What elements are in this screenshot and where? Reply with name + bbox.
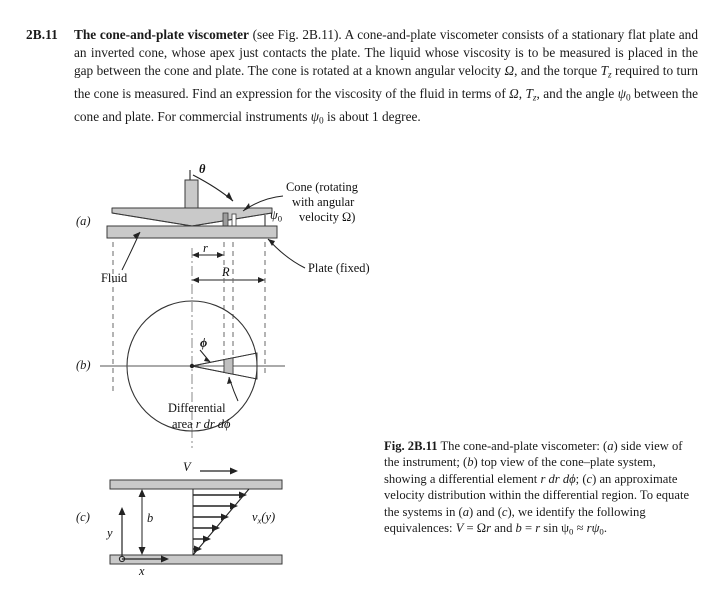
panel-a-label: (a)	[76, 214, 91, 228]
cone-callout-line-2: with angular	[292, 195, 355, 209]
vx-subscript: x	[257, 515, 262, 526]
caption-eq-r2: r	[535, 521, 541, 536]
figure-caption	[384, 438, 698, 540]
b-label: b	[147, 511, 154, 525]
torque-symbol-2: T	[525, 86, 533, 102]
r-arrow-left	[192, 252, 199, 258]
theta-label: θ	[199, 162, 206, 176]
torque-subscript-2: z	[532, 93, 537, 104]
caption-text-4: ; (	[575, 471, 587, 486]
caption-eq-part-2: and	[491, 521, 516, 536]
gap-element-inner	[223, 213, 228, 226]
caption-math-1: r dr dϕ	[540, 471, 576, 486]
problem-text-part-5: , and the angle	[536, 86, 618, 102]
caption-eq-part-3: =	[521, 521, 536, 536]
r-label: r	[203, 241, 208, 255]
x-label: x	[139, 564, 145, 578]
problem-statement	[26, 26, 698, 131]
gap-element-outer	[232, 214, 236, 226]
differential-area-arrow	[227, 377, 232, 384]
psi-symbol-1: ψ	[617, 86, 626, 102]
problem-text-part-3: required to turn the cone is measured. Find an expression for the viscosity of the fluid in terms of	[74, 63, 698, 102]
fluid-label: Fluid	[101, 271, 128, 285]
caption-text-6: ) and (	[469, 504, 502, 519]
caption-text-5: ) an approximate velocity distribution within the differential region. To equate the systems in (	[384, 471, 690, 519]
torque-subscript-1: z	[607, 71, 612, 81]
psi-subscript-2: 0	[318, 116, 324, 127]
problem-text-part-4: ,	[518, 86, 526, 102]
differential-area-element	[224, 358, 233, 374]
problem-text-part-7: is about 1 degree.	[323, 109, 421, 124]
caption-text-3: ) top view of the cone–plate system, showing a differential element	[384, 455, 656, 486]
r-arrow-right	[217, 252, 224, 258]
R-arrow-left	[192, 277, 199, 283]
cone-shaft	[185, 180, 198, 212]
diff-area-math: r dr dϕ	[195, 417, 231, 431]
problem-text	[74, 26, 698, 131]
vx-argument: (y)	[261, 510, 276, 524]
diff-area-prefix: area	[172, 417, 196, 431]
R-arrow-right	[258, 277, 265, 283]
y-label: y	[107, 526, 113, 540]
problem-text-part-6: between the cone and plate. For commercial instruments	[74, 86, 698, 124]
caption-eq-sub-2: 0	[599, 526, 604, 537]
caption-ref-c2: c	[501, 504, 508, 519]
problem-text-part-1: (see Fig. 2B.11). A cone-and-plate viscometer consists of a stationary flat plate and an inverted cone, whose apex just contacts the plate. The liquid whose viscosity is to be measured is placed in the gap between the cone and plate. The cone is rotated at a known angular velocity	[74, 27, 698, 79]
psi0-subscript: 0	[277, 213, 283, 224]
figure-drawing	[0, 158, 400, 610]
theta-arrow-head	[226, 192, 233, 201]
problem-title: The cone-and-plate viscometer	[74, 27, 249, 42]
fixed-plate	[107, 226, 277, 238]
omega-symbol-1: Ω	[504, 63, 515, 79]
differential-area-line-2	[172, 417, 230, 431]
couette-top-plate	[110, 480, 282, 489]
cone-callout-line-1: Cone (rotating	[286, 180, 358, 194]
caption-ref-a: a	[607, 439, 614, 453]
panel-c-label: (c)	[76, 510, 90, 524]
y-axis-arrow	[119, 507, 126, 515]
psi-subscript-1: 0	[625, 93, 631, 104]
caption-text-7: ), we identify the following equivalences:	[384, 504, 646, 536]
V-label: V	[183, 460, 191, 474]
caption-ref-c: c	[586, 471, 593, 486]
psi0-symbol: ψ	[270, 208, 278, 222]
caption-text-2: ) side view of the instrument; (	[384, 439, 683, 470]
caption-eq-sub-1: 0	[569, 526, 574, 537]
panel-b-label: (b)	[76, 358, 91, 372]
problem-number: 2B.11	[26, 27, 58, 42]
caption-eq-psi: ψ	[591, 521, 600, 536]
R-label: R	[222, 265, 230, 279]
circle-center-point	[190, 364, 194, 368]
caption-text-1: The cone-and-plate viscometer: (	[437, 439, 608, 453]
caption-eq-part-4: sin ψ	[540, 521, 570, 536]
torque-symbol-1: T	[600, 63, 608, 79]
problem-text-part-2: , and the torque	[514, 63, 601, 79]
caption-ref-b: b	[467, 455, 474, 470]
b-arrow-top	[139, 489, 146, 497]
V-arrow-head	[230, 468, 238, 475]
caption-eq-part-5: ≈	[573, 521, 587, 536]
vx-symbol: v	[252, 510, 258, 524]
caption-eq-part-1: = Ω	[463, 521, 487, 536]
caption-eq-end: .	[603, 521, 607, 536]
vx-label	[252, 510, 275, 527]
plate-callout: Plate (fixed)	[308, 261, 370, 275]
caption-ref-a2: a	[462, 504, 470, 519]
cone-callout-line-3: velocity Ω)	[299, 210, 356, 224]
caption-eq-r: r	[486, 521, 492, 536]
psi-symbol-2: ψ	[310, 109, 319, 124]
psi0-label	[270, 208, 282, 225]
velocity-profile-hypotenuse	[193, 489, 249, 555]
caption-figure-number: Fig. 2B.11	[384, 439, 438, 453]
caption-eq-V: V	[455, 521, 464, 536]
omega-symbol-2: Ω	[509, 86, 519, 102]
caption-eq-r3: r	[586, 521, 592, 536]
differential-area-line-1: Differential	[168, 401, 226, 415]
phi-label: ϕ	[200, 336, 208, 350]
b-arrow-bottom	[139, 547, 146, 555]
caption-eq-b: b	[515, 521, 522, 536]
figure-2b11	[0, 158, 722, 610]
